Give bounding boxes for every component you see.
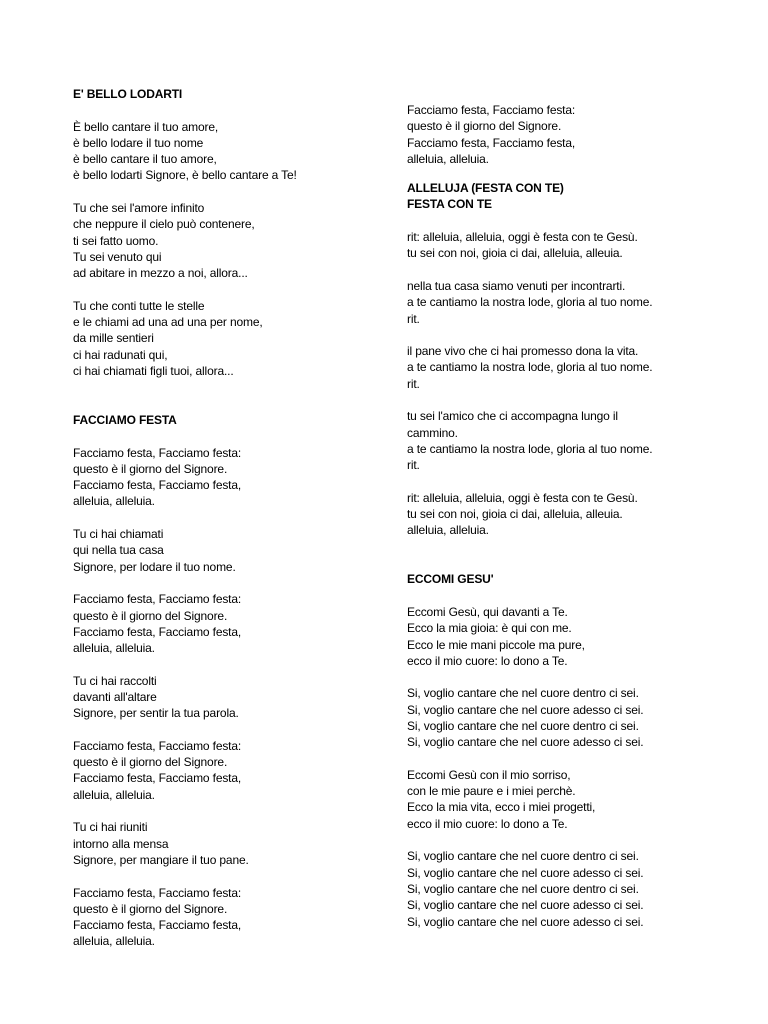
lyric-line: il pane vivo che ci hai promesso dona la vita.: [407, 344, 639, 359]
lyric-line: rit.: [407, 376, 420, 391]
lyric-line: Facciamo festa, Facciamo festa:: [73, 885, 242, 900]
lyric-line: rit.: [407, 311, 420, 326]
song-title-e-bello-lodarti: E' BELLO LODARTI: [73, 87, 183, 101]
refrain: [407, 229, 707, 262]
lyric-line: Tu sei venuto qui: [73, 249, 162, 264]
chorus: [73, 885, 393, 950]
refrain: [407, 490, 707, 539]
lyric-line: Facciamo festa, Facciamo festa:: [73, 445, 242, 460]
lyric-line: Facciamo festa, Facciamo festa:: [73, 592, 242, 607]
lyric-line: Si, voglio cantare che nel cuore adesso ci sei.: [407, 865, 644, 880]
lyric-line: Tu ci hai raccolti: [73, 673, 157, 688]
lyric-line: Facciamo festa, Facciamo festa,: [73, 478, 242, 493]
verse: [407, 343, 707, 392]
stanza: [73, 119, 393, 184]
lyric-line: Tu che sei l'amore infinito: [73, 201, 205, 216]
lyric-line: ci hai chiamati figli tuoi, allora...: [73, 364, 234, 379]
lyric-line: ti sei fatto uomo.: [73, 233, 159, 248]
lyric-line: ecco il mio cuore: lo dono a Te.: [407, 653, 568, 668]
lyric-line: ci hai radunati qui,: [73, 347, 168, 362]
lyric-line: Facciamo festa, Facciamo festa:: [73, 738, 242, 753]
lyric-line: a te cantiamo la nostra lode, gloria al tuo nome.: [407, 295, 653, 310]
right-column: [407, 102, 707, 930]
lyric-line: Ecco le mie mani piccole ma pure,: [407, 637, 585, 652]
lyric-line: che neppure il cielo può contenere,: [73, 217, 255, 232]
lyric-line: questo è il giorno del Signore.: [73, 901, 228, 916]
lyric-line: Facciamo festa, Facciamo festa,: [407, 135, 576, 150]
lyric-line: alleluia, alleluia.: [407, 523, 489, 538]
lyric-line: Tu ci hai riuniti: [73, 820, 148, 835]
lyric-line: Tu ci hai chiamati: [73, 527, 164, 542]
stanza: [73, 200, 393, 281]
verse: [73, 819, 393, 868]
lyric-line: questo è il giorno del Signore.: [407, 119, 562, 134]
lyric-line: Signore, per sentir la tua parola.: [73, 706, 239, 721]
lyric-line: Si, voglio cantare che nel cuore adesso ci sei.: [407, 914, 644, 929]
lyric-line: alleluia, alleluia.: [407, 151, 489, 166]
lyric-line: Signore, per mangiare il tuo pane.: [73, 852, 249, 867]
chorus: [73, 445, 393, 510]
lyric-line: alleluia, alleluia.: [73, 641, 155, 656]
song-title-alleluja: ALLELUJA (FESTA CON TE): [407, 181, 564, 196]
lyric-line: tu sei l'amico che ci accompagna lungo il: [407, 409, 618, 424]
lyric-line: Ecco la mia gioia: è qui con me.: [407, 621, 572, 636]
lyric-line: cammino.: [407, 425, 458, 440]
lyric-line: tu sei con noi, gioia ci dai, alleluia, alleuia.: [407, 507, 623, 522]
chorus: [73, 738, 393, 803]
lyric-line: ad abitare in mezzo a noi, allora...: [73, 266, 248, 281]
chorus: [407, 102, 707, 167]
lyric-line: questo è il giorno del Signore.: [73, 755, 228, 770]
lyric-line: a te cantiamo la nostra lode, gloria al tuo nome.: [407, 360, 653, 375]
verse: [407, 408, 707, 473]
lyric-line: Tu che conti tutte le stelle: [73, 298, 205, 313]
lyric-line: alleluia, alleluia.: [73, 787, 155, 802]
song-title-facciamo-festa: FACCIAMO FESTA: [73, 412, 177, 427]
lyric-line: alleluia, alleluia.: [73, 494, 155, 509]
stanza: [407, 604, 707, 669]
lyric-line: intorno alla mensa: [73, 836, 169, 851]
lyric-line: Ecco la mia vita, ecco i miei progetti,: [407, 800, 596, 815]
lyric-line: Si, voglio cantare che nel cuore dentro ci sei.: [407, 686, 639, 701]
lyric-line: Eccomi Gesù con il mio sorriso,: [407, 767, 571, 782]
lyric-line: tu sei con noi, gioia ci dai, alleluia, alleuia.: [407, 246, 623, 261]
lyric-line: nella tua casa siamo venuti per incontrarti.: [407, 278, 626, 293]
refrain: [407, 848, 707, 929]
lyric-line: Signore, per lodare il tuo nome.: [73, 559, 236, 574]
lyric-line: rit.: [407, 458, 420, 473]
lyric-line: è bello lodare il tuo nome: [73, 135, 204, 150]
lyric-line: Facciamo festa, Facciamo festa,: [73, 624, 242, 639]
song-subtitle-festa-con-te: FESTA CON TE: [407, 197, 492, 212]
lyric-line: e le chiami ad una ad una per nome,: [73, 315, 263, 330]
lyric-line: Si, voglio cantare che nel cuore adesso ci sei.: [407, 735, 644, 750]
song-title-eccomi-gesu: ECCOMI GESU': [407, 572, 494, 587]
lyric-line: È bello cantare il tuo amore,: [73, 119, 219, 134]
lyric-line: alleluia, alleluia.: [73, 934, 155, 949]
lyric-line: Si, voglio cantare che nel cuore dentro ci sei.: [407, 849, 639, 864]
refrain: [407, 685, 707, 750]
lyric-line: rit: alleluia, alleluia, oggi è festa con te Gesù.: [407, 230, 638, 245]
lyric-line: questo è il giorno del Signore.: [73, 608, 228, 623]
verse: [73, 526, 393, 575]
left-column: [73, 86, 393, 950]
lyric-line: davanti all'altare: [73, 689, 157, 704]
lyric-line: Si, voglio cantare che nel cuore dentro ci sei.: [407, 881, 639, 896]
lyric-line: è bello lodarti Signore, è bello cantare a Te!: [73, 168, 297, 183]
stanza: [407, 767, 707, 832]
lyric-line: con le mie paure e i miei perchè.: [407, 784, 576, 799]
lyric-line: Facciamo festa, Facciamo festa,: [73, 771, 242, 786]
verse: [73, 673, 393, 722]
lyric-line: Facciamo festa, Facciamo festa,: [73, 918, 242, 933]
lyric-line: Facciamo festa, Facciamo festa:: [407, 103, 576, 117]
lyric-line: rit: alleluia, alleluia, oggi è festa con te Gesù.: [407, 490, 638, 505]
lyric-line: è bello cantare il tuo amore,: [73, 152, 217, 167]
lyric-line: qui nella tua casa: [73, 543, 164, 558]
lyric-line: Eccomi Gesù, qui davanti a Te.: [407, 604, 568, 619]
lyric-line: Si, voglio cantare che nel cuore dentro ci sei.: [407, 718, 639, 733]
lyric-line: Si, voglio cantare che nel cuore adesso ci sei.: [407, 702, 644, 717]
chorus: [73, 591, 393, 656]
stanza: [73, 298, 393, 379]
lyric-line: Si, voglio cantare che nel cuore adesso ci sei.: [407, 898, 644, 913]
verse: [407, 278, 707, 327]
lyric-line: a te cantiamo la nostra lode, gloria al tuo nome.: [407, 441, 653, 456]
lyric-line: questo è il giorno del Signore.: [73, 461, 228, 476]
lyric-line: da mille sentieri: [73, 331, 154, 346]
lyric-line: ecco il mio cuore: lo dono a Te.: [407, 816, 568, 831]
